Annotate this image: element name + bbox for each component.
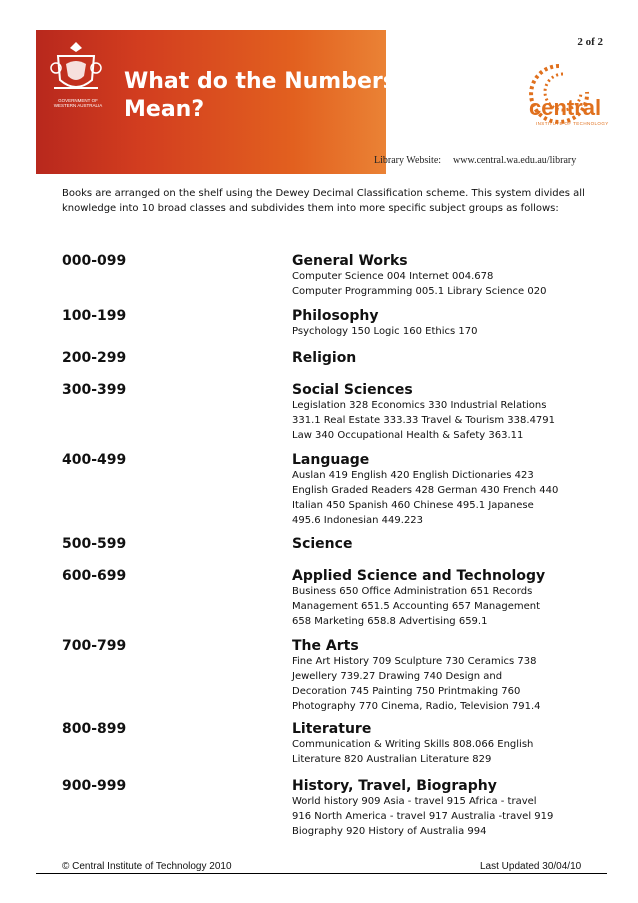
website-line [374,155,576,166]
class-title: Literature [292,721,372,737]
intro-paragraph: Books are arranged on the shelf using the Dewey Decimal Classification scheme. This system divides all knowledge into 10 broad classes and subdivides them into more specific subject groups as follows: [62,188,585,214]
class-code: 500-599 [62,536,127,552]
class-details: Business 650 Office Administration 651 Records Management 651.5 Accounting 657 Management 658 Marketing 658.8 Advertising 659.1 [292,586,541,627]
website-label: Library Website: [374,155,442,166]
class-details: Psychology 150 Logic 160 Ethics 170 [292,326,478,337]
logo-subtitle: INSTITUTE OF TECHNOLOGY [536,121,609,126]
class-code: 400-499 [62,452,127,468]
class-title: Religion [292,350,357,366]
class-title: Language [292,452,370,468]
class-code: 100-199 [62,308,127,324]
class-details: World history 909 Asia - travel 915 Africa - travel 916 North America - travel 917 Australia -travel 919 Biography 920 History of Australia 994 [292,796,554,837]
class-title: Applied Science and Technology [292,568,546,584]
class-code: 600-699 [62,568,127,584]
class-title: The Arts [292,638,359,654]
class-title: General Works [292,253,408,269]
class-code: 700-799 [62,638,127,654]
crest-icon [48,38,104,98]
class-code: 000-099 [62,253,127,269]
class-details: Communication & Writing Skills 808.066 English Literature 820 Australian Literature 829 [292,739,534,765]
class-code: 900-999 [62,778,127,794]
class-details: Computer Science 004 Internet 004.678 Computer Programming 005.1 Library Science 020 [292,271,547,297]
class-code: 200-299 [62,350,127,366]
footer-updated: Last Updated 30/04/10 [480,861,582,872]
page-indicator: 2 of 2 [577,36,603,48]
class-title: Philosophy [292,308,379,324]
class-code: 300-399 [62,382,127,398]
class-details: Legislation 328 Economics 330 Industrial Relations 331.1 Real Estate 333.33 Travel & Tourism 338.4791 Law 340 Occupational Health & Safety 363.11 [292,400,556,441]
website-url[interactable]: www.central.wa.edu.au/library [453,155,577,166]
class-title: History, Travel, Biography [292,778,497,794]
class-code: 800-899 [62,721,127,737]
class-title: Social Sciences [292,382,413,398]
class-title: Science [292,536,353,552]
class-details: Auslan 419 English 420 English Dictionaries 423 English Graded Readers 428 German 430 French 440 Italian 450 Spanish 460 Chinese 495.1 Japanese 495.6 Indonesian 449.223 [292,470,559,526]
class-details: Fine Art History 709 Sculpture 730 Ceramics 738 Jewellery 739.27 Drawing 740 Design and Decoration 745 Painting 750 Printmaking 760 Photography 770 Cinema, Radio, Television 791.4 [292,656,541,712]
footer-divider [36,873,607,874]
page-title: What do the Numbers Mean? [124,69,396,122]
footer-copyright: © Central Institute of Technology 2010 [62,861,232,872]
logo-wordmark: central [529,95,602,120]
government-label: GOVERNMENT OF WESTERN AUSTRALIA [53,98,103,108]
